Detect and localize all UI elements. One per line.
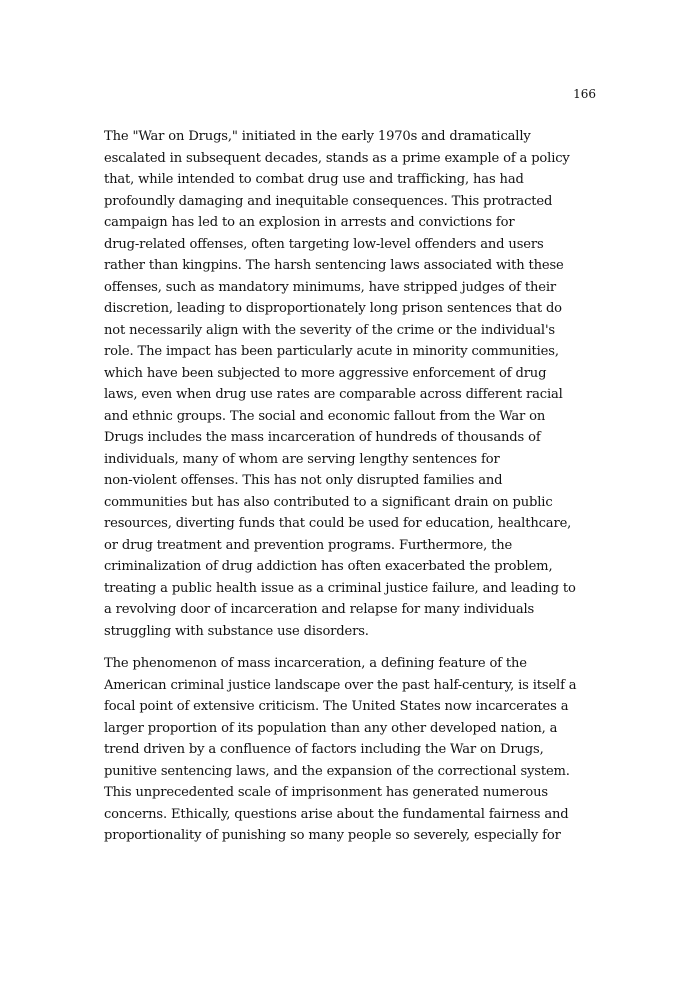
text-line: discretion, leading to disproportionately long prison sentences that do: [104, 301, 562, 316]
text-line: role. The impact has been particularly acute in minority communities,: [104, 344, 559, 359]
text-line: concerns. Ethically, questions arise about the fundamental fairness and: [104, 806, 569, 822]
text-line: struggling with substance use disorders.: [104, 623, 369, 639]
text-line: larger proportion of its population than any other developed nation, a: [104, 720, 558, 736]
text-line: individuals, many of whom are serving lengthy sentences for: [104, 451, 500, 467]
page-number: 166: [573, 87, 596, 101]
paragraph-mass-incarceration: [104, 653, 596, 847]
text-line: profoundly damaging and inequitable consequences. This protracted: [104, 193, 553, 209]
text-line: and ethnic groups. The social and economic fallout from the War on: [104, 408, 546, 424]
text-line: campaign has led to an explosion in arrests and convictions for: [104, 215, 515, 230]
text-line: not necessarily align with the severity of the crime or the individual's: [104, 322, 555, 338]
paragraph-war-on-drugs: [104, 126, 596, 642]
text-line: This unprecedented scale of imprisonment has generated numerous: [104, 785, 548, 800]
text-line: focal point of extensive criticism. The United States now incarcerates a: [104, 699, 569, 714]
text-line: criminalization of drug addiction has often exacerbated the problem,: [104, 559, 553, 574]
text-line: American criminal justice landscape over the past half-century, is itself a: [104, 677, 577, 693]
text-line: offenses, such as mandatory minimums, have stripped judges of their: [104, 279, 557, 295]
text-line: proportionality of punishing so many people so severely, especially for: [104, 828, 561, 843]
text-line: escalated in subsequent decades, stands as a prime example of a policy: [104, 150, 570, 166]
text-line: a revolving door of incarceration and relapse for many individuals: [104, 602, 535, 617]
text-line: rather than kingpins. The harsh sentencing laws associated with these: [104, 258, 564, 273]
text-line: communities but has also contributed to a significant drain on public: [104, 494, 553, 510]
text-line: that, while intended to combat drug use and trafficking, has had: [104, 172, 524, 187]
text-line: treating a public health issue as a criminal justice failure, and leading to: [104, 580, 576, 596]
text-line: non-violent offenses. This has not only disrupted families and: [104, 473, 503, 488]
text-line: or drug treatment and prevention programs. Furthermore, the: [104, 537, 513, 553]
text-line: Drugs includes the mass incarceration of hundreds of thousands of: [104, 430, 541, 445]
text-line: The "War on Drugs," initiated in the early 1970s and dramatically: [104, 129, 531, 144]
text-line: drug-related offenses, often targeting low-level offenders and users: [104, 236, 544, 252]
body-text: [104, 126, 596, 858]
text-line: laws, even when drug use rates are comparable across different racial: [104, 387, 563, 402]
text-line: resources, diverting funds that could be used for education, healthcare,: [104, 516, 572, 531]
text-line: trend driven by a confluence of factors including the War on Drugs,: [104, 742, 544, 757]
text-line: punitive sentencing laws, and the expansion of the correctional system.: [104, 763, 570, 779]
text-line: which have been subjected to more aggressive enforcement of drug: [104, 365, 547, 381]
text-line: The phenomenon of mass incarceration, a defining feature of the: [104, 656, 527, 671]
